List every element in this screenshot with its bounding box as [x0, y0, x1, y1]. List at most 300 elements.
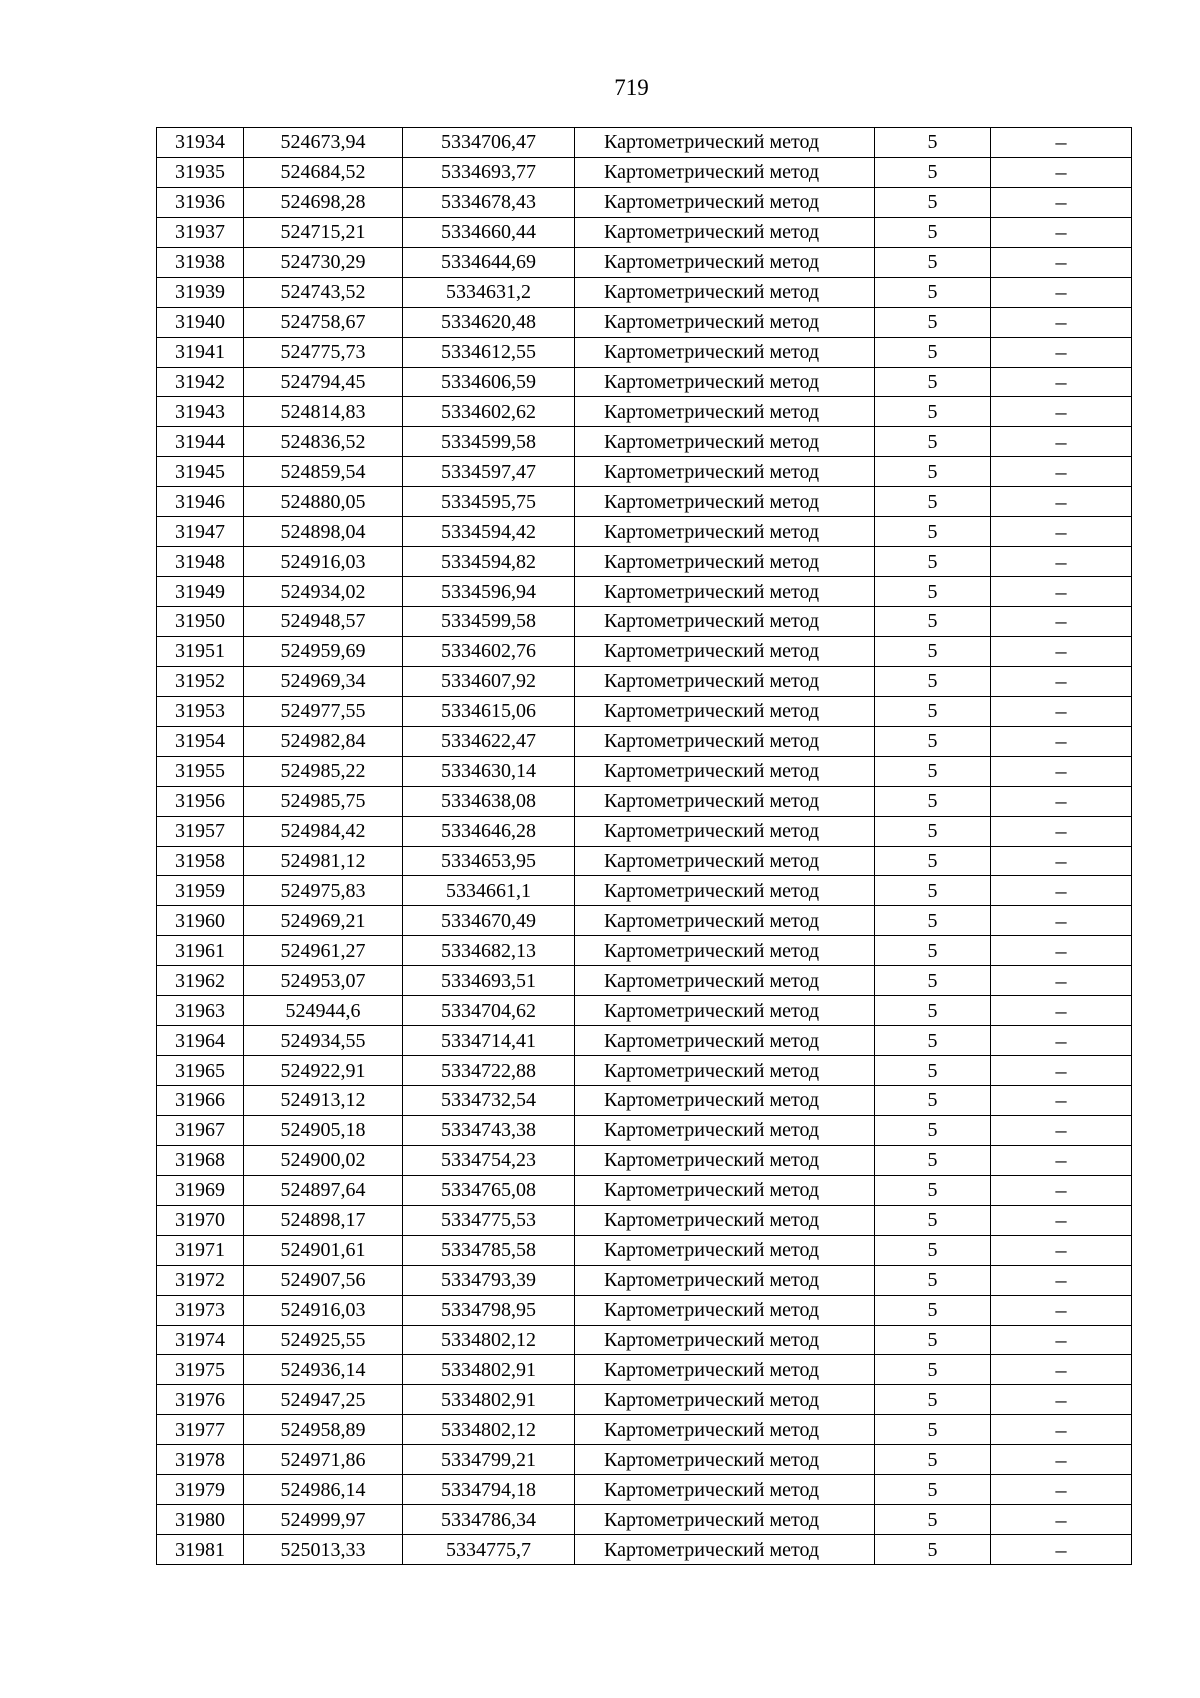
- x-coordinate-cell: 524880,05: [244, 487, 403, 517]
- point-number-cell: 31969: [157, 1175, 244, 1205]
- point-number-cell: 31942: [157, 367, 244, 397]
- y-coordinate-cell: 5334653,95: [403, 846, 575, 876]
- note-cell: –: [991, 1086, 1132, 1116]
- point-number-cell: 31939: [157, 277, 244, 307]
- method-cell: Картометрический метод: [575, 1235, 875, 1265]
- x-coordinate-cell: 524673,94: [244, 128, 403, 158]
- y-coordinate-cell: 5334802,12: [403, 1415, 575, 1445]
- accuracy-cell: 5: [875, 367, 991, 397]
- method-cell: Картометрический метод: [575, 277, 875, 307]
- table-row: [157, 307, 1132, 337]
- x-coordinate-cell: 524698,28: [244, 187, 403, 217]
- accuracy-cell: 5: [875, 636, 991, 666]
- y-coordinate-cell: 5334798,95: [403, 1295, 575, 1325]
- table-row: [157, 1505, 1132, 1535]
- method-cell: Картометрический метод: [575, 1355, 875, 1385]
- x-coordinate-cell: 524961,27: [244, 936, 403, 966]
- x-coordinate-cell: 524984,42: [244, 816, 403, 846]
- method-cell: Картометрический метод: [575, 307, 875, 337]
- point-number-cell: 31958: [157, 846, 244, 876]
- note-cell: –: [991, 1385, 1132, 1415]
- table-row: [157, 1415, 1132, 1445]
- method-cell: Картометрический метод: [575, 1415, 875, 1445]
- x-coordinate-cell: 524907,56: [244, 1265, 403, 1295]
- note-cell: –: [991, 936, 1132, 966]
- method-cell: Картометрический метод: [575, 367, 875, 397]
- point-number-cell: 31960: [157, 906, 244, 936]
- y-coordinate-cell: 5334615,06: [403, 696, 575, 726]
- method-cell: Картометрический метод: [575, 187, 875, 217]
- point-number-cell: 31937: [157, 217, 244, 247]
- point-number-cell: 31980: [157, 1505, 244, 1535]
- coordinates-table: [156, 127, 1132, 1565]
- point-number-cell: 31967: [157, 1115, 244, 1145]
- note-cell: –: [991, 1026, 1132, 1056]
- x-coordinate-cell: 524953,07: [244, 966, 403, 996]
- note-cell: –: [991, 307, 1132, 337]
- x-coordinate-cell: 525013,33: [244, 1535, 403, 1565]
- accuracy-cell: 5: [875, 487, 991, 517]
- y-coordinate-cell: 5334693,51: [403, 966, 575, 996]
- table-row: [157, 337, 1132, 367]
- note-cell: –: [991, 217, 1132, 247]
- table-row: [157, 996, 1132, 1026]
- y-coordinate-cell: 5334644,69: [403, 247, 575, 277]
- accuracy-cell: 5: [875, 846, 991, 876]
- x-coordinate-cell: 524982,84: [244, 726, 403, 756]
- y-coordinate-cell: 5334793,39: [403, 1265, 575, 1295]
- point-number-cell: 31954: [157, 726, 244, 756]
- accuracy-cell: 5: [875, 1175, 991, 1205]
- point-number-cell: 31950: [157, 607, 244, 637]
- point-number-cell: 31951: [157, 636, 244, 666]
- method-cell: Картометрический метод: [575, 696, 875, 726]
- method-cell: Картометрический метод: [575, 966, 875, 996]
- y-coordinate-cell: 5334631,2: [403, 277, 575, 307]
- x-coordinate-cell: 524971,86: [244, 1445, 403, 1475]
- note-cell: –: [991, 726, 1132, 756]
- accuracy-cell: 5: [875, 696, 991, 726]
- accuracy-cell: 5: [875, 337, 991, 367]
- point-number-cell: 31946: [157, 487, 244, 517]
- x-coordinate-cell: 524934,02: [244, 577, 403, 607]
- y-coordinate-cell: 5334622,47: [403, 726, 575, 756]
- point-number-cell: 31977: [157, 1415, 244, 1445]
- point-number-cell: 31949: [157, 577, 244, 607]
- table-row: [157, 906, 1132, 936]
- method-cell: Картометрический метод: [575, 1505, 875, 1535]
- x-coordinate-cell: 524977,55: [244, 696, 403, 726]
- note-cell: –: [991, 1145, 1132, 1175]
- y-coordinate-cell: 5334595,75: [403, 487, 575, 517]
- x-coordinate-cell: 524936,14: [244, 1355, 403, 1385]
- y-coordinate-cell: 5334799,21: [403, 1445, 575, 1475]
- method-cell: Картометрический метод: [575, 1475, 875, 1505]
- table-row: [157, 1235, 1132, 1265]
- method-cell: Картометрический метод: [575, 846, 875, 876]
- point-number-cell: 31965: [157, 1056, 244, 1086]
- note-cell: –: [991, 547, 1132, 577]
- x-coordinate-cell: 524758,67: [244, 307, 403, 337]
- table-row: [157, 217, 1132, 247]
- x-coordinate-cell: 524916,03: [244, 1295, 403, 1325]
- point-number-cell: 31981: [157, 1535, 244, 1565]
- accuracy-cell: 5: [875, 1355, 991, 1385]
- point-number-cell: 31938: [157, 247, 244, 277]
- point-number-cell: 31964: [157, 1026, 244, 1056]
- y-coordinate-cell: 5334754,23: [403, 1145, 575, 1175]
- y-coordinate-cell: 5334722,88: [403, 1056, 575, 1086]
- note-cell: –: [991, 1325, 1132, 1355]
- point-number-cell: 31976: [157, 1385, 244, 1415]
- x-coordinate-cell: 524948,57: [244, 607, 403, 637]
- method-cell: Картометрический метод: [575, 1385, 875, 1415]
- y-coordinate-cell: 5334775,7: [403, 1535, 575, 1565]
- table-row: [157, 577, 1132, 607]
- table-row: [157, 427, 1132, 457]
- accuracy-cell: 5: [875, 1385, 991, 1415]
- y-coordinate-cell: 5334594,82: [403, 547, 575, 577]
- accuracy-cell: 5: [875, 1295, 991, 1325]
- y-coordinate-cell: 5334597,47: [403, 457, 575, 487]
- accuracy-cell: 5: [875, 1505, 991, 1535]
- y-coordinate-cell: 5334802,91: [403, 1355, 575, 1385]
- point-number-cell: 31970: [157, 1205, 244, 1235]
- x-coordinate-cell: 524900,02: [244, 1145, 403, 1175]
- point-number-cell: 31978: [157, 1445, 244, 1475]
- accuracy-cell: 5: [875, 786, 991, 816]
- y-coordinate-cell: 5334678,43: [403, 187, 575, 217]
- table-row: [157, 367, 1132, 397]
- x-coordinate-cell: 524959,69: [244, 636, 403, 666]
- method-cell: Картометрический метод: [575, 906, 875, 936]
- method-cell: Картометрический метод: [575, 397, 875, 427]
- method-cell: Картометрический метод: [575, 816, 875, 846]
- method-cell: Картометрический метод: [575, 517, 875, 547]
- method-cell: Картометрический метод: [575, 1115, 875, 1145]
- table-row: [157, 846, 1132, 876]
- point-number-cell: 31979: [157, 1475, 244, 1505]
- note-cell: –: [991, 1475, 1132, 1505]
- method-cell: Картометрический метод: [575, 217, 875, 247]
- table-row: [157, 1115, 1132, 1145]
- method-cell: Картометрический метод: [575, 547, 875, 577]
- point-number-cell: 31973: [157, 1295, 244, 1325]
- table-row: [157, 936, 1132, 966]
- x-coordinate-cell: 524730,29: [244, 247, 403, 277]
- note-cell: –: [991, 1295, 1132, 1325]
- method-cell: Картометрический метод: [575, 1535, 875, 1565]
- accuracy-cell: 5: [875, 427, 991, 457]
- x-coordinate-cell: 524898,04: [244, 517, 403, 547]
- point-number-cell: 31974: [157, 1325, 244, 1355]
- y-coordinate-cell: 5334682,13: [403, 936, 575, 966]
- note-cell: –: [991, 247, 1132, 277]
- note-cell: –: [991, 517, 1132, 547]
- accuracy-cell: 5: [875, 1265, 991, 1295]
- method-cell: Картометрический метод: [575, 1295, 875, 1325]
- x-coordinate-cell: 524947,25: [244, 1385, 403, 1415]
- note-cell: –: [991, 1235, 1132, 1265]
- y-coordinate-cell: 5334785,58: [403, 1235, 575, 1265]
- y-coordinate-cell: 5334620,48: [403, 307, 575, 337]
- note-cell: –: [991, 696, 1132, 726]
- point-number-cell: 31975: [157, 1355, 244, 1385]
- method-cell: Картометрический метод: [575, 876, 875, 906]
- accuracy-cell: 5: [875, 547, 991, 577]
- x-coordinate-cell: 524901,61: [244, 1235, 403, 1265]
- accuracy-cell: 5: [875, 1475, 991, 1505]
- note-cell: –: [991, 1415, 1132, 1445]
- point-number-cell: 31963: [157, 996, 244, 1026]
- x-coordinate-cell: 524775,73: [244, 337, 403, 367]
- point-number-cell: 31957: [157, 816, 244, 846]
- y-coordinate-cell: 5334794,18: [403, 1475, 575, 1505]
- y-coordinate-cell: 5334612,55: [403, 337, 575, 367]
- x-coordinate-cell: 524898,17: [244, 1205, 403, 1235]
- note-cell: –: [991, 666, 1132, 696]
- note-cell: –: [991, 846, 1132, 876]
- note-cell: –: [991, 367, 1132, 397]
- note-cell: –: [991, 996, 1132, 1026]
- x-coordinate-cell: 524715,21: [244, 217, 403, 247]
- y-coordinate-cell: 5334602,76: [403, 636, 575, 666]
- table-row: [157, 1445, 1132, 1475]
- method-cell: Картометрический метод: [575, 1086, 875, 1116]
- point-number-cell: 31935: [157, 157, 244, 187]
- point-number-cell: 31948: [157, 547, 244, 577]
- method-cell: Картометрический метод: [575, 786, 875, 816]
- y-coordinate-cell: 5334660,44: [403, 217, 575, 247]
- note-cell: –: [991, 487, 1132, 517]
- x-coordinate-cell: 524905,18: [244, 1115, 403, 1145]
- note-cell: –: [991, 876, 1132, 906]
- table-row: [157, 1056, 1132, 1086]
- x-coordinate-cell: 524897,64: [244, 1175, 403, 1205]
- note-cell: –: [991, 1265, 1132, 1295]
- accuracy-cell: 5: [875, 307, 991, 337]
- table-row: [157, 1355, 1132, 1385]
- accuracy-cell: 5: [875, 217, 991, 247]
- y-coordinate-cell: 5334594,42: [403, 517, 575, 547]
- accuracy-cell: 5: [875, 816, 991, 846]
- table-row: [157, 1535, 1132, 1565]
- accuracy-cell: 5: [875, 936, 991, 966]
- note-cell: –: [991, 756, 1132, 786]
- table-row: [157, 666, 1132, 696]
- table-row: [157, 457, 1132, 487]
- y-coordinate-cell: 5334661,1: [403, 876, 575, 906]
- note-cell: –: [991, 607, 1132, 637]
- accuracy-cell: 5: [875, 1145, 991, 1175]
- y-coordinate-cell: 5334599,58: [403, 427, 575, 457]
- table-row: [157, 1385, 1132, 1415]
- x-coordinate-cell: 524986,14: [244, 1475, 403, 1505]
- y-coordinate-cell: 5334693,77: [403, 157, 575, 187]
- accuracy-cell: 5: [875, 726, 991, 756]
- point-number-cell: 31961: [157, 936, 244, 966]
- method-cell: Картометрический метод: [575, 636, 875, 666]
- method-cell: Картометрический метод: [575, 457, 875, 487]
- point-number-cell: 31934: [157, 128, 244, 158]
- method-cell: Картометрический метод: [575, 756, 875, 786]
- note-cell: –: [991, 1115, 1132, 1145]
- point-number-cell: 31936: [157, 187, 244, 217]
- accuracy-cell: 5: [875, 1026, 991, 1056]
- point-number-cell: 31956: [157, 786, 244, 816]
- point-number-cell: 31953: [157, 696, 244, 726]
- method-cell: Картометрический метод: [575, 337, 875, 367]
- y-coordinate-cell: 5334607,92: [403, 666, 575, 696]
- point-number-cell: 31968: [157, 1145, 244, 1175]
- accuracy-cell: 5: [875, 666, 991, 696]
- note-cell: –: [991, 128, 1132, 158]
- accuracy-cell: 5: [875, 397, 991, 427]
- point-number-cell: 31971: [157, 1235, 244, 1265]
- table-body: [157, 128, 1132, 1565]
- accuracy-cell: 5: [875, 1535, 991, 1565]
- method-cell: Картометрический метод: [575, 247, 875, 277]
- method-cell: Картометрический метод: [575, 128, 875, 158]
- note-cell: –: [991, 1056, 1132, 1086]
- point-number-cell: 31962: [157, 966, 244, 996]
- method-cell: Картометрический метод: [575, 1145, 875, 1175]
- table-row: [157, 1205, 1132, 1235]
- x-coordinate-cell: 524922,91: [244, 1056, 403, 1086]
- accuracy-cell: 5: [875, 1235, 991, 1265]
- note-cell: –: [991, 1535, 1132, 1565]
- y-coordinate-cell: 5334743,38: [403, 1115, 575, 1145]
- note-cell: –: [991, 427, 1132, 457]
- note-cell: –: [991, 816, 1132, 846]
- point-number-cell: 31972: [157, 1265, 244, 1295]
- table-row: [157, 1145, 1132, 1175]
- accuracy-cell: 5: [875, 1205, 991, 1235]
- point-number-cell: 31955: [157, 756, 244, 786]
- method-cell: Картометрический метод: [575, 666, 875, 696]
- x-coordinate-cell: 524975,83: [244, 876, 403, 906]
- table-row: [157, 876, 1132, 906]
- y-coordinate-cell: 5334765,08: [403, 1175, 575, 1205]
- x-coordinate-cell: 524985,22: [244, 756, 403, 786]
- x-coordinate-cell: 524969,21: [244, 906, 403, 936]
- x-coordinate-cell: 524934,55: [244, 1026, 403, 1056]
- x-coordinate-cell: 524985,75: [244, 786, 403, 816]
- accuracy-cell: 5: [875, 966, 991, 996]
- method-cell: Картометрический метод: [575, 607, 875, 637]
- x-coordinate-cell: 524969,34: [244, 666, 403, 696]
- method-cell: Картометрический метод: [575, 1445, 875, 1475]
- point-number-cell: 31945: [157, 457, 244, 487]
- y-coordinate-cell: 5334646,28: [403, 816, 575, 846]
- note-cell: –: [991, 277, 1132, 307]
- x-coordinate-cell: 524743,52: [244, 277, 403, 307]
- method-cell: Картометрический метод: [575, 1026, 875, 1056]
- note-cell: –: [991, 786, 1132, 816]
- note-cell: –: [991, 397, 1132, 427]
- note-cell: –: [991, 1505, 1132, 1535]
- y-coordinate-cell: 5334596,94: [403, 577, 575, 607]
- accuracy-cell: 5: [875, 1115, 991, 1145]
- accuracy-cell: 5: [875, 906, 991, 936]
- note-cell: –: [991, 636, 1132, 666]
- accuracy-cell: 5: [875, 517, 991, 547]
- accuracy-cell: 5: [875, 607, 991, 637]
- method-cell: Картометрический метод: [575, 936, 875, 966]
- table-row: [157, 1175, 1132, 1205]
- method-cell: Картометрический метод: [575, 577, 875, 607]
- x-coordinate-cell: 524925,55: [244, 1325, 403, 1355]
- accuracy-cell: 5: [875, 996, 991, 1026]
- accuracy-cell: 5: [875, 277, 991, 307]
- x-coordinate-cell: 524814,83: [244, 397, 403, 427]
- note-cell: –: [991, 157, 1132, 187]
- y-coordinate-cell: 5334630,14: [403, 756, 575, 786]
- y-coordinate-cell: 5334786,34: [403, 1505, 575, 1535]
- method-cell: Картометрический метод: [575, 487, 875, 517]
- y-coordinate-cell: 5334602,62: [403, 397, 575, 427]
- table-row: [157, 187, 1132, 217]
- accuracy-cell: 5: [875, 876, 991, 906]
- x-coordinate-cell: 524836,52: [244, 427, 403, 457]
- y-coordinate-cell: 5334775,53: [403, 1205, 575, 1235]
- table-row: [157, 756, 1132, 786]
- x-coordinate-cell: 524958,89: [244, 1415, 403, 1445]
- y-coordinate-cell: 5334704,62: [403, 996, 575, 1026]
- accuracy-cell: 5: [875, 187, 991, 217]
- table-row: [157, 157, 1132, 187]
- accuracy-cell: 5: [875, 1415, 991, 1445]
- method-cell: Картометрический метод: [575, 1175, 875, 1205]
- accuracy-cell: 5: [875, 247, 991, 277]
- point-number-cell: 31947: [157, 517, 244, 547]
- note-cell: –: [991, 906, 1132, 936]
- x-coordinate-cell: 524913,12: [244, 1086, 403, 1116]
- note-cell: –: [991, 1445, 1132, 1475]
- table-row: [157, 128, 1132, 158]
- table-row: [157, 786, 1132, 816]
- table-row: [157, 1325, 1132, 1355]
- note-cell: –: [991, 966, 1132, 996]
- point-number-cell: 31941: [157, 337, 244, 367]
- table-row: [157, 816, 1132, 846]
- point-number-cell: 31943: [157, 397, 244, 427]
- accuracy-cell: 5: [875, 1086, 991, 1116]
- note-cell: –: [991, 1355, 1132, 1385]
- x-coordinate-cell: 524684,52: [244, 157, 403, 187]
- accuracy-cell: 5: [875, 577, 991, 607]
- y-coordinate-cell: 5334599,58: [403, 607, 575, 637]
- method-cell: Картометрический метод: [575, 1265, 875, 1295]
- table-row: [157, 247, 1132, 277]
- table-row: [157, 517, 1132, 547]
- y-coordinate-cell: 5334606,59: [403, 367, 575, 397]
- method-cell: Картометрический метод: [575, 726, 875, 756]
- method-cell: Картометрический метод: [575, 1205, 875, 1235]
- y-coordinate-cell: 5334802,91: [403, 1385, 575, 1415]
- accuracy-cell: 5: [875, 1445, 991, 1475]
- accuracy-cell: 5: [875, 157, 991, 187]
- note-cell: –: [991, 577, 1132, 607]
- x-coordinate-cell: 524916,03: [244, 547, 403, 577]
- note-cell: –: [991, 337, 1132, 367]
- table-row: [157, 397, 1132, 427]
- point-number-cell: 31952: [157, 666, 244, 696]
- point-number-cell: 31940: [157, 307, 244, 337]
- y-coordinate-cell: 5334670,49: [403, 906, 575, 936]
- x-coordinate-cell: 524981,12: [244, 846, 403, 876]
- note-cell: –: [991, 1175, 1132, 1205]
